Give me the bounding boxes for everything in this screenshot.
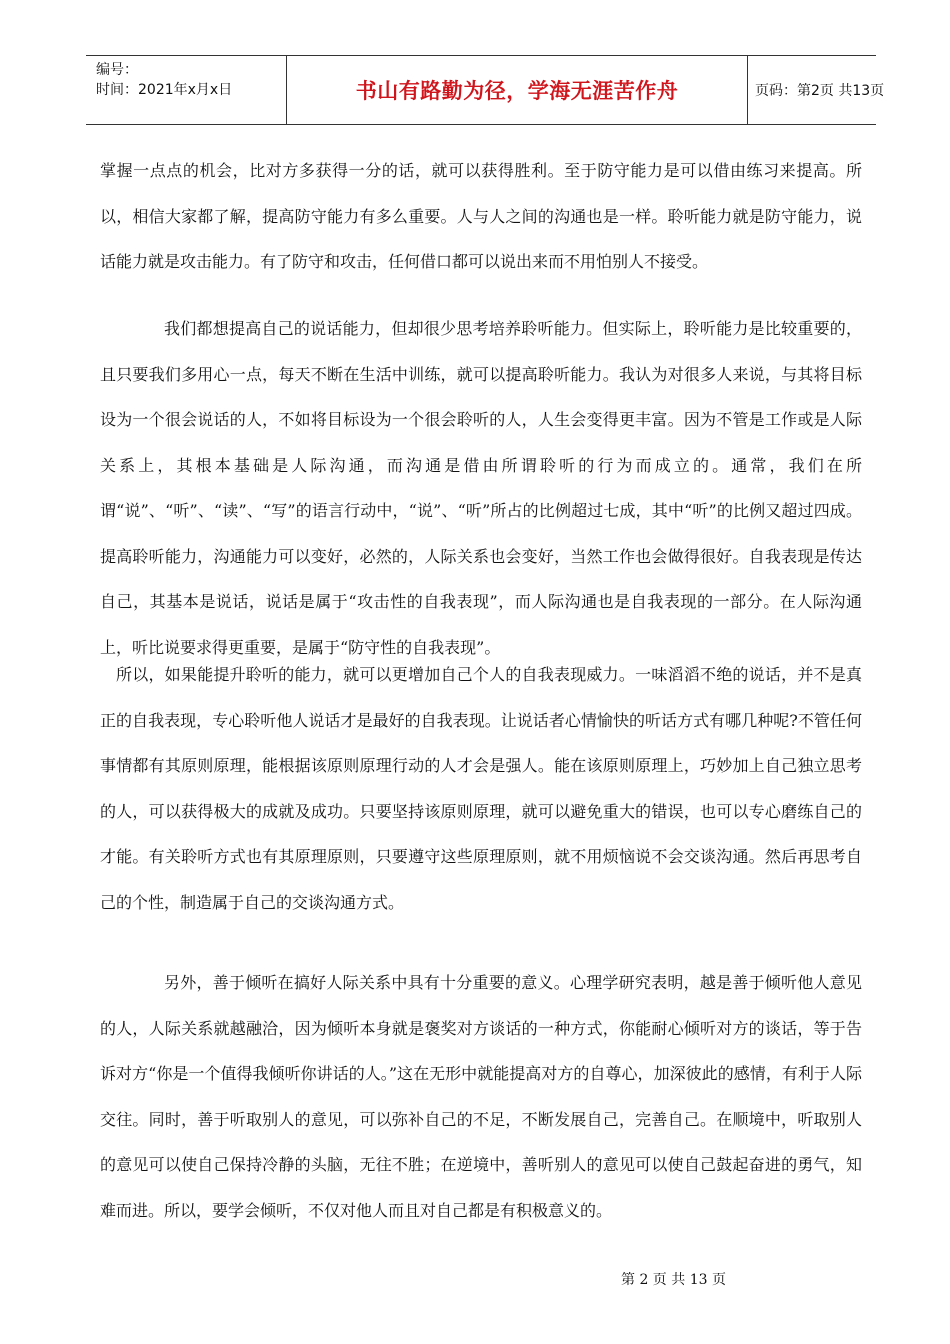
header-motto: 书山有路勤为径，学海无涯苦作舟 <box>355 79 679 103</box>
page-footer: 第 2 页 共 13 页 <box>621 1272 726 1288</box>
header-page-cell <box>747 56 885 124</box>
page-header <box>86 55 885 125</box>
body-paragraph-1: 掌握一点点的机会，比对方多获得一分的话，就可以获得胜利。至于防守能力是可以借由练习来提高。所以，相信大家都了解，提高防守能力有多么重要。人与人之间的沟通也是一样。聆听能力就是防守能力，说话能力就是攻击能力。有了防守和攻击，任何借口都可以说出来而不用怕别人不接受。 <box>100 161 862 271</box>
document-time-label: 时间：2021年x月x日 <box>96 82 233 98</box>
header-page-code: 页码：第2页 共13页 <box>755 83 885 99</box>
header-motto-cell <box>286 56 748 124</box>
body-paragraph-2: 我们都想提高自己的说话能力，但却很少思考培养聆听能力。但实际上，聆听能力是比较重要的，且只要我们多用心一点，每天不断在生活中训练，就可以提高聆听能力。我认为对很多人来说，与其将目标设为一个很会说话的人，不如将目标设为一个很会聆听的人，人生会变得更丰富。因为不管是工作或是人际关系上，其根本基础是人际沟通，而沟通是借由所谓聆听的行为而成立的。通常，我们在所谓“说”、“听”、“读”、“写”的语言行动中，“说”、“听”所占的比例超过七成，其中“听”的比例又超过四成。提高聆听能力，沟通能力可以变好，必然的，人际关系也会变好，当然工作也会做得很好。自我表现是传达自己，其基本是说话，说话是属于“攻击性的自我表现”，而人际沟通也是自我表现的一部分。在人际沟通上，听比说要求得更重要，是属于“防守性的自我表现”。 <box>100 319 862 657</box>
body-paragraph-3: 所以，如果能提升聆听的能力，就可以更增加自己个人的自我表现威力。一味滔滔不绝的说话，并不是真正的自我表现，专心聆听他人说话才是最好的自我表现。让说话者心情愉快的听话方式有哪几种呢?不管任何事情都有其原则原理，能根据该原则原理行动的人才会是强人。能在该原则原理上，巧妙加上自己独立思考的人，可以获得极大的成就及成功。只要坚持该原则原理，就可以避免重大的错误，也可以专心磨练自己的才能。有关聆听方式也有其原理原则，只要遵守这些原理原则，就不用烦恼说不会交谈沟通。然后再思考自己的个性，制造属于自己的交谈沟通方式。 <box>100 665 862 912</box>
document-number-label: 编号： <box>96 62 138 78</box>
body-paragraph-4: 另外，善于倾听在搞好人际关系中具有十分重要的意义。心理学研究表明，越是善于倾听他人意见的人，人际关系就越融洽，因为倾听本身就是褒奖对方谈话的一种方式，你能耐心倾听对方的谈话，等于告诉对方“你是一个值得我倾听你讲话的人。”这在无形中就能提高对方的自尊心，加深彼此的感情，有利于人际交往。同时，善于听取别人的意见，可以弥补自己的不足，不断发展自己，完善自己。在顺境中，听取别人的意见可以使自己保持冷静的头脑，无往不胜；在逆境中，善听别人的意见可以使自己鼓起奋进的勇气，知难而进。所以，要学会倾听，不仅对他人而且对自己都是有积极意义的。 <box>100 973 862 1220</box>
header-meta <box>86 56 286 124</box>
